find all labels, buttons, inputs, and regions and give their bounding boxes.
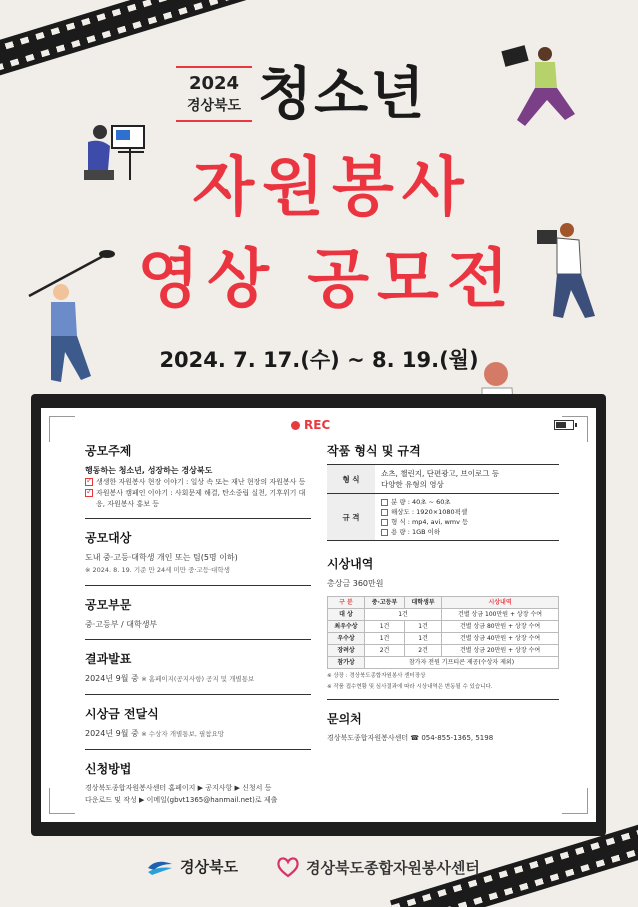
checkbox-icon xyxy=(381,519,388,526)
prize-header: 시상내역 xyxy=(442,597,559,609)
left-column xyxy=(85,442,311,824)
gyeongbuk-logo xyxy=(146,856,238,877)
apply-line-2: 다운로드 및 작성 ▶ 이메일(gbvt1365@hanmail.net)로 제출 xyxy=(85,796,278,804)
info-panel xyxy=(41,408,596,822)
section-title: 공모부문 xyxy=(85,598,132,612)
viewfinder-corner xyxy=(49,788,75,814)
table-row: 장려상 2건 2건 건별 상금 20만원 + 상장 수여 xyxy=(328,645,559,657)
spec-item: 용 량 : 1GB 이하 xyxy=(381,527,553,537)
section-theme xyxy=(85,442,311,519)
prize-header: 대학생부 xyxy=(405,597,442,609)
section-format xyxy=(327,442,559,549)
section-title: 공모대상 xyxy=(85,531,132,545)
divider xyxy=(176,120,252,122)
announce-text: 2024년 9월 중 xyxy=(85,674,139,683)
prize-header: 중·고등부 xyxy=(365,597,405,609)
title-line-2: 자원봉사 xyxy=(192,151,472,225)
table-row: 최우수상 1건 1건 건별 상금 80만원 + 상장 수여 xyxy=(328,621,559,633)
format-table: 형 식 쇼츠, 챌린지, 단편광고, 브이로그 등 다양한 유형의 영상 규 격 분 량 : 40초 ~ 60초 해상도 : 1920×1080픽셀 형 식 : mp4, avi, wmv 등 용 량 : 1GB 이하 xyxy=(327,464,559,541)
contest-period: 2024. 7. 17.(수) ~ 8. 19.(월) xyxy=(159,348,479,372)
gyeongbuk-emblem-icon xyxy=(146,858,174,876)
header-year: 2024 xyxy=(188,73,240,94)
announce-note: ※ 홈페이지(공지사항) 공지 및 개별통보 xyxy=(141,675,255,683)
footer-logos xyxy=(0,852,638,888)
camera-viewfinder-frame xyxy=(31,394,606,836)
header-year-block xyxy=(170,66,258,122)
section-contact xyxy=(327,710,559,753)
table-row: 참가상 참가자 전원 기프티콘 제공(수상자 제외) xyxy=(328,657,559,669)
battery-icon xyxy=(554,420,574,430)
checkbox-icon xyxy=(85,489,93,497)
section-title: 신청방법 xyxy=(85,762,132,776)
prize-total: 총상금 360만원 xyxy=(327,579,384,588)
header-region: 경상북도 xyxy=(186,98,242,114)
record-dot-icon xyxy=(291,421,300,430)
prize-header: 구 분 xyxy=(328,597,365,609)
heart-icon xyxy=(276,856,300,878)
format-label: 형 식 xyxy=(327,465,375,494)
section-prize xyxy=(327,555,559,700)
prize-note: ※ 작품 접수현황 및 심사결과에 따라 시상내역은 변동될 수 있습니다. xyxy=(327,684,493,690)
contact-text: 경상북도종합자원봉사센터 ☎ 054-855-1365, 5198 xyxy=(327,734,494,742)
section-title: 문의처 xyxy=(327,712,362,726)
checkbox-icon xyxy=(381,499,388,506)
section-award-ceremony xyxy=(85,705,311,750)
title-line-1: 청소년 xyxy=(258,62,427,127)
target-note: ※ 2024. 8. 19. 기준 만 24세 미만 중·고등·대학생 xyxy=(85,566,230,574)
section-title: 시상금 전달식 xyxy=(85,707,159,721)
checkbox-icon xyxy=(85,478,93,486)
spec-label: 규 격 xyxy=(327,494,375,541)
right-column xyxy=(327,442,559,763)
section-category xyxy=(85,596,311,640)
rec-indicator xyxy=(291,418,330,432)
title-line-3: 영상 공모전 xyxy=(137,243,517,317)
checkbox-icon xyxy=(381,529,388,536)
divider xyxy=(176,66,252,68)
table-row: 대 상 1건 건별 상금 100만원 + 상장 수여 xyxy=(328,609,559,621)
target-text: 도내 중·고등·대학생 개인 또는 팀(5명 이하) xyxy=(85,553,238,562)
section-announce xyxy=(85,650,311,695)
volunteer-center-logo xyxy=(276,856,480,878)
logo2-text: 경상북도종합자원봉사센터 xyxy=(306,858,480,877)
section-target xyxy=(85,529,311,586)
spec-item: 분 량 : 40초 ~ 60초 xyxy=(381,497,553,507)
spec-item: 형 식 : mp4, avi, wmv 등 xyxy=(381,517,553,527)
category-text: 중·고등부 / 대학생부 xyxy=(85,620,158,629)
section-title: 시상내역 xyxy=(327,557,374,571)
viewfinder-corner xyxy=(562,788,588,814)
section-title: 결과발표 xyxy=(85,652,132,666)
theme-item: ✓ 자원봉사 캠페인 이야기 : 사회문제 해결, 탄소중립 실천, 기후위기 대응, 자원봉사 홍보 등 xyxy=(85,488,311,510)
theme-item: ✓ 생생한 자원봉사 현장 이야기 : 일상 속 또는 재난 현장의 자원봉사 등 xyxy=(85,477,311,488)
section-title: 공모주제 xyxy=(85,444,132,458)
section-apply xyxy=(85,760,311,814)
section-title: 작품 형식 및 규격 xyxy=(327,444,421,458)
prize-note: ※ 상장 : 경상북도종합자원봉사 센터장상 xyxy=(327,673,426,679)
checkbox-icon xyxy=(381,509,388,516)
spec-item: 해상도 : 1920×1080픽셀 xyxy=(381,507,553,517)
theme-lead: 행동하는 청소년, 성장하는 경상북도 xyxy=(85,466,213,475)
award-text: 2024년 9월 중 xyxy=(85,729,139,738)
table-row: 우수상 1건 1건 건별 상금 40만원 + 상장 수여 xyxy=(328,633,559,645)
prize-table xyxy=(327,596,559,669)
apply-line-1: 경상북도종합자원봉사센터 홈페이지 ▶ 공지사항 ▶ 신청서 등 xyxy=(85,784,272,792)
logo1-text: 경상북도 xyxy=(180,858,238,876)
viewfinder-corner xyxy=(49,416,75,442)
award-note: ※ 수상자 개별통보, 필참요망 xyxy=(141,730,225,738)
person-with-clapperboard-illustration xyxy=(495,40,585,135)
rec-label: REC xyxy=(304,418,331,432)
